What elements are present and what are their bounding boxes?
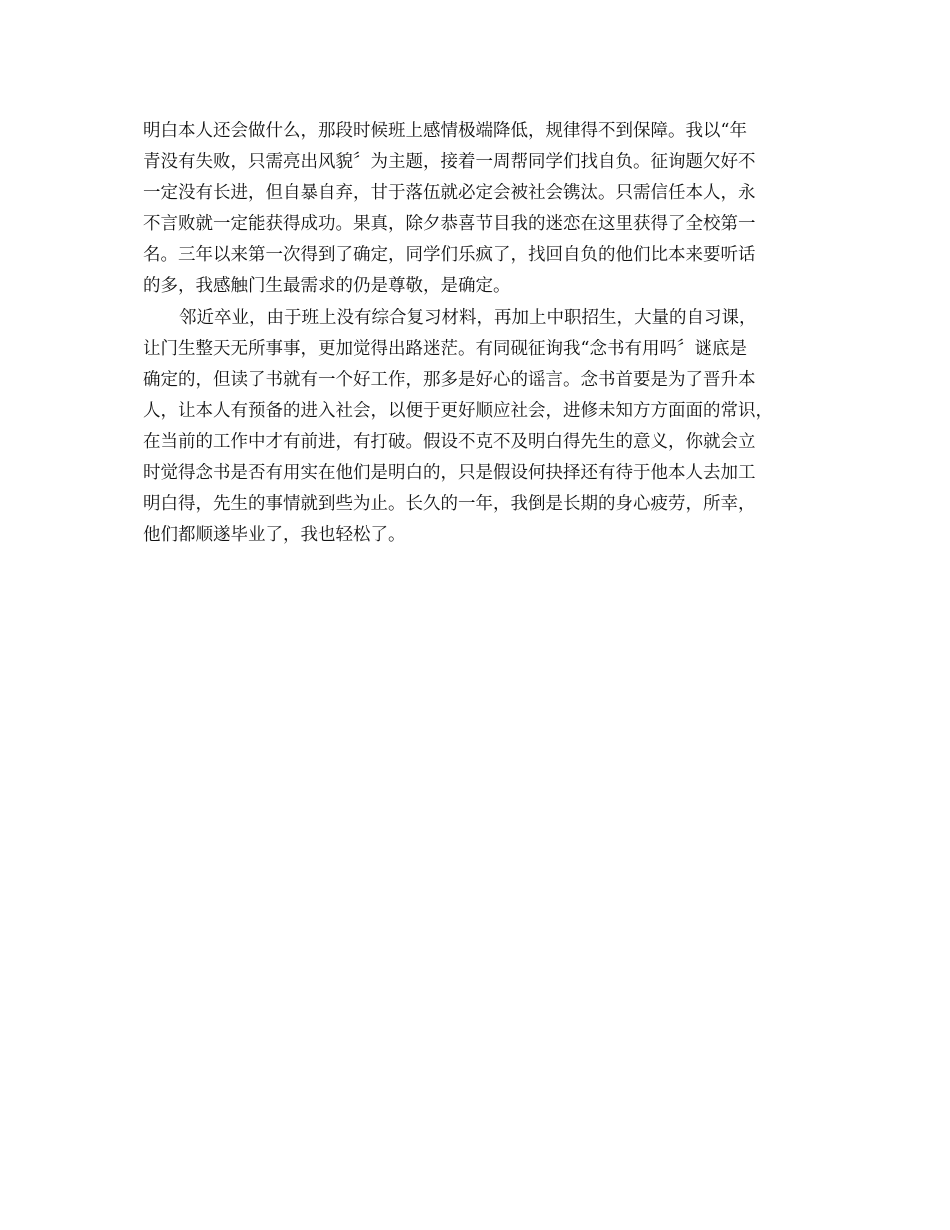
paragraph-line: 确定的，但读了书就有一个好工作，那多是好心的谣言。念书首要是为了晋升本 [143, 369, 756, 390]
paragraph-line: 人，让本人有预备的进入社会，以便于更好顺应社会，进修未知方方面面的常识， [143, 400, 773, 421]
paragraph-line: 在当前的工作中才有前进，有打破。假设不克不及明白得先生的意义，你就会立 [143, 431, 756, 452]
paragraph-line: 时觉得念书是否有用实在他们是明白的，只是假设何抉择还有待于他本人去加工 [143, 463, 756, 484]
paragraph-line: 邻近卒业，由于班上没有综合复习材料，再加上中职招生，大量的自习课， [179, 307, 757, 328]
paragraph-2 [143, 303, 823, 552]
paragraph-line: 青没有失败，只需亮出风貌〞为主题，接着一周帮同学们找自负。征询题欠好不 [143, 152, 756, 173]
paragraph-1 [143, 116, 823, 303]
paragraph-line: 明白本人还会做什么，那段时候班上感情极端降低，规律得不到保障。我以“年 [143, 121, 747, 141]
paragraph-line: 明白得，先生的事情就到些为止。长久的一年，我倒是长期的身心疲劳，所幸， [143, 494, 756, 515]
document-body [143, 116, 823, 551]
paragraph-line: 名。三年以来第一次得到了确定，同学们乐疯了，找回自负的他们比本来要听话 [143, 245, 756, 266]
paragraph-line: 的多，我感触门生最需求的仍是尊敬，是确定。 [143, 276, 511, 297]
paragraph-line: 不言败就一定能获得成功。果真，除夕恭喜节目我的迷恋在这里获得了全校第一 [143, 214, 756, 235]
paragraph-line: 他们都顺遂毕业了，我也轻松了。 [143, 525, 406, 546]
paragraph-line: 一定没有长进，但自暴自弃，甘于落伍就必定会被社会镌汰。只需信任本人，永 [143, 183, 756, 204]
paragraph-line: 让门生整天无所事事，更加觉得出路迷茫。有同砚征询我“念书有用吗〞谜底是 [143, 338, 747, 359]
